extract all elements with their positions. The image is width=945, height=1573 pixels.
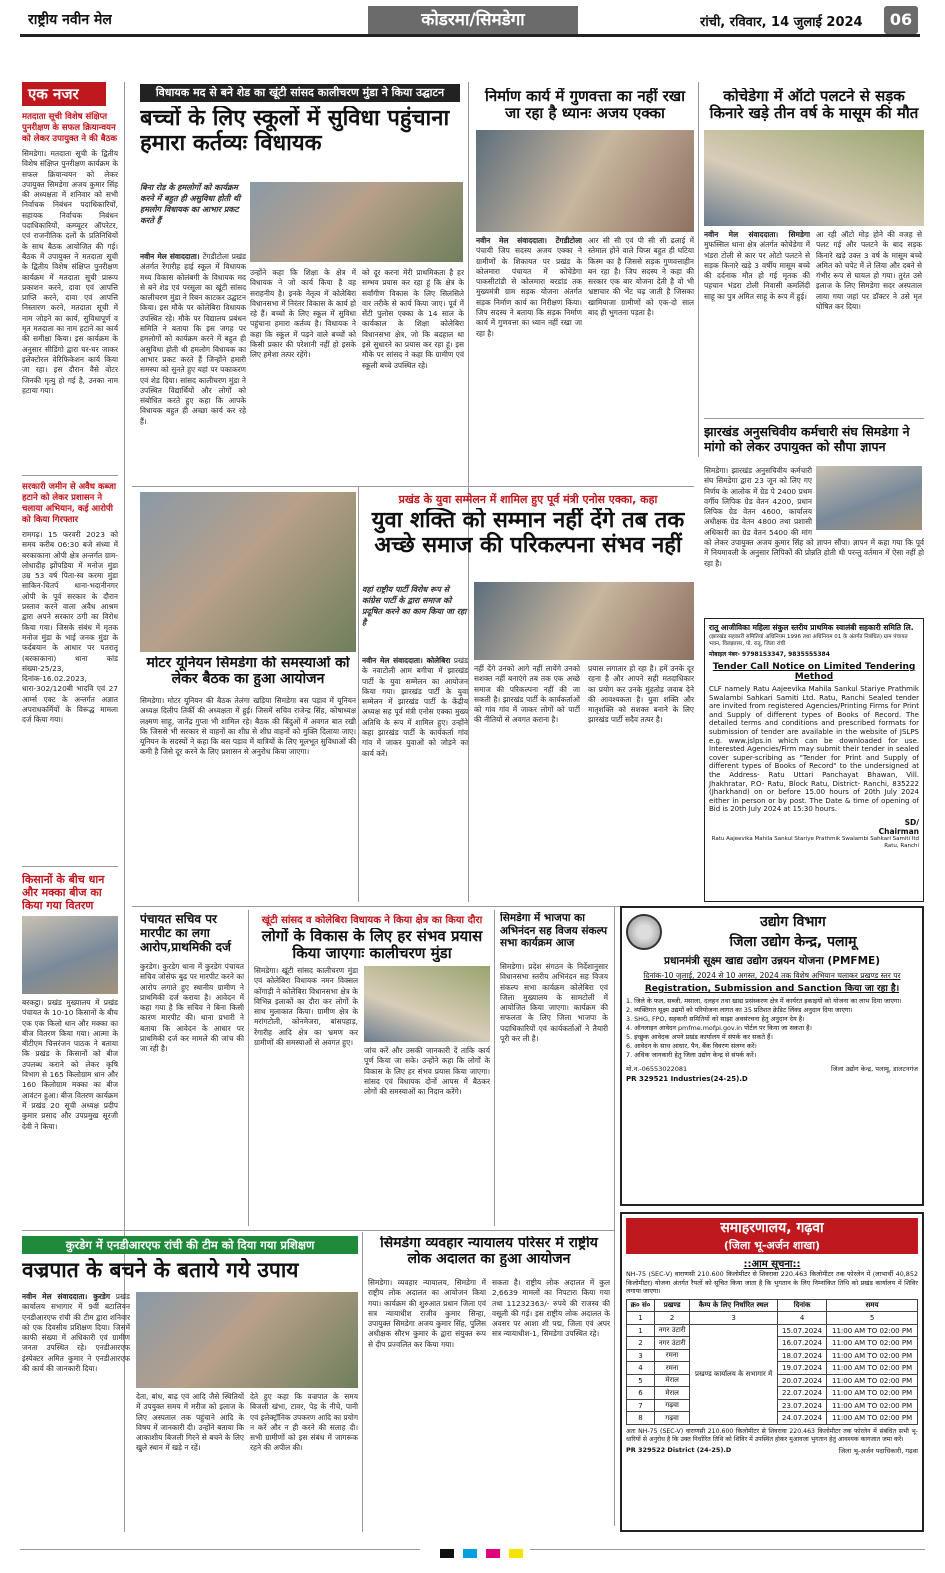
table-header-row <box>627 1299 918 1312</box>
story10-body-col1 <box>22 1292 130 1530</box>
table-header-cell: दिनांक <box>778 1299 827 1312</box>
ad3-pr: PR 329522 District (24-25).D <box>626 1446 732 1455</box>
table-cell: प्रखण्ड कार्यालय के सभागार में <box>690 1324 778 1424</box>
ad2-point: 3. SHG, FPO, सहकारी समितियों को साझा अवसंरचना हेतु अनुदान देय है। <box>626 1015 805 1023</box>
story7-body: कुरडेग। कुरडेग थाना में कुरडेग पंचायत सचिव जोसेफ बुढ़ पर मारपीट करने का आरोप लगाते हुए स्थानीय ग्रामीण ने प्राथमिकी दर्ज कराया है। आवेदन में कहा गया है कि सचिव ने बिना किसी कारण मारपीट की। थाना प्रभारी ने बताया कि आवेदन के आधार पर प्राथमिकी दर्ज कर मामले की जांच की जा रही है। <box>140 962 244 1054</box>
column-separator <box>362 1232 363 1532</box>
ek-nazar-tag: एक नजर <box>22 82 106 106</box>
ad2-drive: दिनांक-10 जुलाई, 2024 से 10 अगस्त, 2024 तक विशेष अभियान चलाकर प्रखण्ड स्तर पर <box>643 971 901 980</box>
ad2-points <box>626 997 918 1060</box>
table-cell: गढ़वा <box>654 1412 689 1425</box>
story4-body <box>704 466 924 611</box>
ad1-title: Tender Call Notice on Limited Tendering Method <box>712 662 916 682</box>
ad2-point: 5. इच्छुक आवेदक अपने प्रखंड कार्यालय में संपर्क कर सकते हैं। <box>626 1033 773 1041</box>
road-construction-photo <box>476 130 694 232</box>
ad2-sign: जिला उद्योग केन्द्र, पलामू, डालटनगंज <box>830 1065 918 1073</box>
table-cell: 6 <box>627 1387 655 1400</box>
table-cell: 11:00 AM TO 02:00 PM <box>827 1362 918 1375</box>
table-subheader-row <box>627 1312 918 1325</box>
ad2-point: 7. अधिक जानकारी हेतु जिला उद्योग केन्द्र से संपर्क करें। <box>626 1051 757 1059</box>
story2-body-col1 <box>476 236 582 456</box>
black-swatch <box>440 1549 454 1558</box>
table-cell: 11:00 AM TO 02:00 PM <box>827 1324 918 1337</box>
table-header-cell: समय <box>827 1299 918 1312</box>
ad1-sign: SD/ <box>904 817 919 827</box>
story1-pullquote: बिना रोड के हमलोगों को कार्यक्रम करने में बहुत ही असुविधा होती थी हमलोग विधायक का आभार प्रकट करते हैं <box>140 183 241 225</box>
left-story1-headline: मतदाता सूची विशेष संक्षिप्त पुनरीक्षण के सफल क्रियान्वयन को लेकर उपायुक्त ने की बैठक <box>22 112 118 144</box>
story2-headline: निर्माण कार्य में गुणवत्ता का नहीं रखा जा रहा है ध्यानः अजय एक्का <box>484 88 686 122</box>
table-cell: नगर उंटारी <box>654 1324 689 1337</box>
ad2-point: 4. ऑनलाइन आवेदन pmfme.mofpi.gov.in पोर्टल पर किया जा सकता है। <box>626 1024 812 1032</box>
story1-headline: बच्चों के लिए स्कूलों में सुविधा पहुंचाना हमारा कर्तव्यः विधायक <box>140 106 450 156</box>
story7-headline: पंचायत सचिव पर मारपीट का लगा आरोप,प्राथमिकी दर्ज <box>140 912 231 954</box>
table-cell: 23.07.2024 <box>778 1399 827 1412</box>
table-cell: 5 <box>627 1374 655 1387</box>
story2-body2: आर सी सी एवं पी सी सी ढलाई में स्तेमाल होने वाले चिप्स बहुत ही घटिया किस्म का है जिससे सड़क गुणवत्ताहीन बन रहा है। जिप सदस्य ने कहा की सरकार एक बार योजना देती है वो भी भ्रष्टाचार की भेंट चढ़ जाती है जिसका खामियाजा ग्रामीणों को एक-दो साल बाद ही भुगतना पड़ता है। <box>588 236 694 318</box>
ad3-office: समाहरणालय, गढ़वा <box>626 1218 918 1238</box>
left-story1-body: सिमडेगा। मतदाता सूची के द्वितीय विशेष संक्षिप्त पुनरीक्षण कार्यक्रम के सफल क्रियान्वयन को लेकर उपायुक्त सिमडेगा अजय कुमार सिंह की अध्यक्षता में शनिवार को सभी निर्वाचक निबंधन पदाधिकारियों, सहायक निर्वाचक निबंधन पदाधिकारियों, कम्प्यूटर ऑपरेटर, एवं राजनीतिक दलों के प्रतिनिधियों के साथ बैठक आयोजित की गई। बैठक में उपायुक्त ने मतदाता सूची के द्वितीय विशेष संक्षिप्त पुनरीक्षण कार्यक्रम में मतदाता सूची प्रारूप प्रकाशन करने, दावा एवं आपत्ति प्राप्ति करने, दावा एवं आपत्ति निस्तारण करने, मतदाता सूची में नाम जोड़ने का कार्य, सुविधापूर्ण व मृत मतदाता का नाम हटाने का कार्य की समीक्षा किया। इस कार्यक्रम के अनुसार सीडिंगो द्वारा घर-घर जाकर इलेक्टोरल वेरिफिकेशन कार्य किया जा रहा। इस दौरान वैसे वोटर जिनकी मृत्यु हो गई है, उनका नाम हटाया गया। <box>22 149 118 395</box>
camp-schedule-table <box>626 1299 918 1425</box>
story11-body1: सिमडेगा। व्यवहार न्यायालय, सिमडेगा में राष्ट्रीय लोक अदालत का आयोजन किया गया। कार्यक्रम की शुरुआत प्रधान जिला एवं सत्र न्यायाधीश राजीव कुमार सिन्हा, उपायुक्त सिमडेगा अजय कुमार सिंह, पुलिस अधीक्षक सौरभ कुमार के द्वारा संयुक्त रूप से दीप प्रज्वलित कर किया गया। <box>368 1278 486 1349</box>
story1-body-col1 <box>140 252 246 480</box>
story9-headline: सिमडेगा में भाजपा का अभिनंदन सह विजय संकल्प सभा कार्यक्रम आज <box>500 912 608 949</box>
registration-marks <box>440 1544 527 1558</box>
story8-headline: लोगों के विकास के लिए हर संभव प्रयास किया जाएगाः कालीचरण मुंडा <box>261 928 483 962</box>
story11-headline: सिमडेगा व्यवहार न्यायालय परिसर में राष्ट्रीय लोक अदालत का हुआ आयोजन <box>380 1236 598 1267</box>
story8-body1: सिमडेगा। खूंटी सांसद कालीचरण मुंडा एवं कोलेबिरा विधायक नमन विक्सल कोंगाड़ी ने कोलेबिरा विधानसभा क्षेत्र के विभिन्न इलाकों का दौरा कर लोगों के साथ मुलाकात किया। ग्रामीण क्षेत्र के मरांगटोली, कोनमेजरा, बांसपहाड़, रेंगारीह आदि क्षेत्र का भ्रमण कर ग्रामीणों की समस्याओं से अवगत हुए। <box>254 966 358 1048</box>
divider <box>22 475 118 476</box>
table-cell: 11:00 AM TO 02:00 PM <box>827 1387 918 1400</box>
table-cell: 11:00 AM TO 02:00 PM <box>827 1349 918 1362</box>
left-story2-body: रामगढ़। 15 फरवरी 2023 को समय करीब 06:30 बजे संध्या में बरकाकाना ओपी क्षेत्र अन्तर्गत ग्राम-लोधादीह झोंपडिया में मनोज मुंडा उम्र 53 वर्ष पिता-स्व करमा मुंडा साकिन-चितर्प धाना-भदानीनगर ओपी के पूर्व सरकार के दौरान प्रस्ताव करने वाला अवैध आश्रम द्वारा अपने सरकार ठगी का विरोध किया गया। जिसके संबंध में मृतक मनोज मुंडा के भाई जनक मुंडा के फर्दबयान के आधार पर पतरातू (बरकाकाना) थाना कांड संख्या-25/23, दिनांक-16.02.2023, धारा-302/120बी भादवि एवं 27 आर्म्स एक्ट के अन्तर्गत अज्ञात अपराधकर्मियों के विरूद्ध मामला दर्ज किया गया। <box>22 530 118 725</box>
ad2-pr: PR 329521 Industries(24-25).D <box>626 1075 748 1083</box>
story4-headline: झारखंड अनुसचिवीय कर्मचारी संघ सिमडेगा ने मांगो को लेकर उपायुक्त को सौपा ज्ञापन <box>704 424 910 454</box>
pmfme-ad <box>620 906 924 1206</box>
table-cell: मेराल <box>654 1387 689 1400</box>
table-row <box>627 1324 918 1337</box>
story10-headline: वज्रपात के बचने के बताये गये उपाय <box>22 1258 299 1282</box>
table-cell: 24.07.2024 <box>778 1412 827 1425</box>
tender-notice-ad <box>704 618 924 902</box>
story1-kicker: विधायक मद से बने शेड का खूंटी सांसद कालीचरण मुंडा ने किया उद्घाटन <box>140 84 460 102</box>
table-cell: 8 <box>627 1412 655 1425</box>
story5-body2: नहीं देंगे उनको आगे नहीं लायेंगे उनको सशक्त नहीं बनाएंगे तब तक एक अच्छे समाज की परिकल्पना नहीं की जा सकती है। झारखंड पार्टी के कार्यकर्ताओं को गांव गांव में जाकर लोगों को पार्टी की नीतियों से अवगत कराना है। <box>474 664 580 725</box>
story10-byline: नवीन मेल संवाददाता। कुरडेग <box>22 1292 111 1301</box>
column-separator <box>698 82 699 457</box>
strip-line-right <box>530 1549 925 1550</box>
accident-photo <box>704 130 924 226</box>
page-number: 06 <box>884 6 918 34</box>
table-cell: 22.07.2024 <box>778 1387 827 1400</box>
table-cell: रमना <box>654 1349 689 1362</box>
ndrf-training-photo <box>136 1292 358 1388</box>
story3-body-col1 <box>704 230 810 412</box>
table-subheader-cell: 4 <box>778 1312 827 1325</box>
table-cell: 2 <box>627 1337 655 1350</box>
ad2-scheme: प्रधानमंत्री सूक्ष्म खाद्य उद्योग उन्नयन योजना (PMFME) <box>663 955 881 967</box>
table-cell: 18.07.2024 <box>778 1349 827 1362</box>
column-separator <box>248 910 249 1226</box>
column-separator <box>358 486 359 902</box>
mp-visit-photo <box>364 966 490 1042</box>
table-cell: 7 <box>627 1399 655 1412</box>
story6-body: सिमडेगा। मोटर यूनियन की बैठक तेलंगा खड़िया सिमडेगा बस पड़ाव में यूनियन अध्यक्ष दिलीप तिर्की की अध्यक्षता में हुई। जिसमें सचिव राजेन्द्र सिंह, कोषाध्यक्ष लक्ष्मण साहू, जानेंद्र गुप्ता भी शामिल रहे। बैठक की बिंदुओं में अवगत बात रखी कि जिससे भी सरकार से वाहनों का शीघ्र से शीघ्र वाहनों को मुक्ति दिलाया जाए। यूनियन के सदस्यों ने कहा कि बस पड़ाव में यात्रियों के लिए मूलभूत सुविधाओं की कमी है जिसे दूर करने के लिए प्रशासन से अनुरोध किया जाएगा। <box>140 696 356 757</box>
left-story3-headline: किसानों के बीच धान और मक्का बीज का किया गया वितरण <box>22 873 105 912</box>
story5-body3: प्रयास लगातार हो रहा है। हमें उनके दूर रहना है और आपने सही मतदाधिकार का प्रयोग कर उनके मुंहतोड़ जवाब देने की आवश्यकता है। युवा शक्ति और मातृशक्ति को सशक्त बनाने के लिए झारखंड पार्टी सदैव तत्पर है। <box>588 664 694 725</box>
cyan-swatch <box>463 1549 477 1558</box>
story3-headline: कोचेडेगा में ऑटो पलटने से सड़क किनारे खड़े तीन वर्ष के मासूम की मौत <box>709 88 919 122</box>
table-subheader-cell: 2 <box>654 1312 689 1325</box>
table-subheader-cell: 1 <box>627 1312 655 1325</box>
story1-body1: टेंगडीटोला प्रखंड अंतर्गत रेंगारीह हाई स्कूल में विधायक मध्य विकास कोलंबगी के विधायक मद से बने शेड एवं परसूला का खूंटी सांसद कालीचरण मुंडा ने रिबन काटकर उद्घाटन किया। इस मौके पर कोलेबिरा विधायक उपस्थित रहे। मौके पर विद्यालय प्रबंधन समिति ने बताया कि इस जगह पर हमलोगों को कार्यक्रम करने में बहुत ही असुविधा होती थी हमलोग विधायक का आभार प्रकट करते हैं जिन्होंने हमारी समस्या को सुनते हुए यहां पर पकाकरण एवं शेड दिया। सांसद कालीचरण मुंडा ने उपस्थित विद्यार्थियों और लोगों को संबोधित करते हुए कहा कि आपके विधायक बहुत ही अच्छा कार्य कर रहे हैं। <box>140 252 246 426</box>
story5-body1: प्रखंड के नवाटोली आम बगीचा में झारखंड पार्टी के युवा सम्मेलन का आयोजन किया गया। झारखंड पार्टी के युवा सम्मेलन में झारखंड पार्टी के केंद्रीय अध्यक्ष सह पूर्व मंत्री एनोस एक्का मुख्य अतिथि के रूप में शामिल हुए। उन्होंने कहा झारखंड पार्टी के कार्यकर्ता गांव गांव में जाकर युवाओं को जोड़ने का कार्य करें। <box>362 656 468 758</box>
ad2-office: जिला उद्योग केन्द्र, पलामू <box>729 934 857 950</box>
story1-body2: उन्होंने कहा कि शिक्षा के क्षेत्र में विधायक ने जो कार्य किया है वह सराहनीय है। इनके नेतृत्व में कोलेबिरा विधानसभा में निरंतर विकास के कार्य हो रहे हैं। बच्चों के लिए स्कूल में सुविधा पहुंचाना हमारा कर्तव्य है। विधायक ने कहा कि स्कूल में पढ़ने वाले बच्चों को किसी प्रकार की परेशानी नहीं हो इसके लिए हमेशा तत्पर रहेंगे। <box>250 268 356 360</box>
table-cell: रमना <box>654 1362 689 1375</box>
ad2-point: 1. जिले के फल, सब्जी, मसाला, दलहन तथा खाद्य प्रसंस्करण क्षेत्र में कार्यरत इकाइयों को योजना का लाभ दिया जाएगा। <box>626 997 902 1005</box>
ad1-sub: (झारखंड सहकारी समितियां अधिनियम 1996 तथा अधिनियम 01 के अंतर्गत निबंधित) ग्राम पंचायत भवन, विलझात्तर, पो. रातू, जिला रांची <box>709 634 908 647</box>
ad3-notice-title: ::आम सूचना:: <box>743 1259 801 1270</box>
ad2-point: 2. व्यक्तिगत सूक्ष्म उद्यमों को परियोजना लागत का 35 प्रतिशत क्रेडिट लिंक्ड अनुदान दिया जाएगा। <box>626 1006 853 1014</box>
photo-spacer <box>812 466 924 532</box>
ad1-sign-org: Ratu Aajeevika Mahila Sankul Stariye Prathmik Swalambi Sahkari Samiti ltd Ratu, Ranchi <box>711 835 919 849</box>
ad1-body: CLF namely Ratu Aajeevika Mahila Sankul Stariye Prathmik Swalambi Sahkari Samiti Ltd. Ratu, Ranchi Sealed tender are invited from registered Agencies/Printing Firms for Print and Supply of different types of Books of Record. The detailed terms and conditions and prescribed formats for submission of tender are available in the website of JSLPS e.g. www.jslps.in which can be downloaded for use. Interested Agencies/Firm may submit their tender in sealed cover super-scribing as "Tender for Print and Supply of different types of Books of Record" to the undersigned at the Address- Ratu Uttari Panchayat Bhawan, Vill. Jhakhratar, P.O- Ratu, Block Ratu, District- Ranchi, 835222 (Jharkhand) on or before 15.00 hours of 20th July 2024 either in person or by post. The Date & time of opening of Bid is 20th July 2024 at 15:30 hours. <box>709 685 919 814</box>
column-separator <box>614 906 615 1526</box>
story3-body2: आ रही ऑटो मोड़ होने की वजह से पलट गई और पलटने के बाद सड़क किनारे खड़े उक्त 3 वर्ष के मासूम बच्चे अमित को चपेट में ले लिया और दबने से गंभीर रूप से घायल हो गया। तुरंत उसे इलाज के लिए सिमडेगा सदर अस्पताल लाया गया जहां पर डॉक्टर ने उसे मृत घोषित कर दिया। <box>816 230 922 312</box>
story5-byline: नवीन मेल संवाददाता। कोलेबिरा <box>362 656 451 665</box>
table-cell: 4 <box>627 1362 655 1375</box>
seed-distribution-photo <box>22 916 118 994</box>
table-cell: 15.07.2024 <box>778 1324 827 1337</box>
story11-body2: सकता है। राष्ट्रीय लोक अदालत में कुल 2,6639 मामलों का निपटारा किया गया तथा 11232363/- रुपये की राजस्व की वसूली की गई। इस राष्ट्रीय लोक अदालत के अवसर पर आशा शी पद्म, जिला एवं अपर सत्र न्यायाधीश-1, सिमडेगा उपस्थित रहे। <box>492 1278 610 1339</box>
inauguration-photo <box>250 182 463 262</box>
story4-body-text: सिमडेगा। झारखंड अनुसचिवीय कर्मचारी संघ सिमडेगा द्वारा 23 जून को लिए गए निर्णय के आलोक में ग्रेड पे 2400 प्रथम वर्गीय लिपिक ग्रेड वेतन 4200, प्रधान लिपिक ग्रेड वेतन 4600, कार्यालय अधीक्षक ग्रेड वेतन 4800 तथा प्रशासी अधिकारी का ग्रेड वेतन 5400 की मांग को लेकर उपायुक्त अजय कुमार सिंह को ज्ञापन सौंपा। ज्ञापन में कहा गया कि पूर्व में नियमावली के अनुसार लिपिकों की प्रोन्नति होती थी परन्तु वर्तमान में ऐसा नहीं हो रहा है। <box>704 466 924 568</box>
story10-body2: देता, बांध, बाढ़ एवं आदि जैसे स्थितियों में उपयुक्त समय में मरीज को इलाज के लिए अस्पताल तक पहुंचाने आदि के विषय में जानकारी दी। उन्होंने बताया कि आकाशीय बिजली गिरने से बचने के लिए खुले स्थान में खड़े न रहें। <box>136 1392 244 1453</box>
ad1-org: रातू आजीविका महिला संकुल स्तरीय प्राथमिक स्वालंबी सहकारी समिति लि. <box>709 623 914 632</box>
story6-headline: मोटर यूनियन सिमडेगा की समस्याओं को लेकर बैठक का हुआ आयोजन <box>146 656 350 687</box>
yellow-swatch <box>509 1549 523 1558</box>
table-cell: 11:00 AM TO 02:00 PM <box>827 1399 918 1412</box>
header-rule <box>20 34 920 37</box>
ad2-contact: मो.न.-06553022081 <box>626 1065 688 1073</box>
table-cell: गढ़वा <box>654 1399 689 1412</box>
story1-byline: नवीन मेल संवाददाता। <box>140 252 200 261</box>
jharkhand-emblem-icon <box>626 914 662 950</box>
ad3-intro: NH-75 (SEC-V) वाराणसी 210.600 किलोमीटर से शिवरावा 220.463 किलोमीटर तक फोरलेन में (लाभार्थी 40,852 किलोमीटर) योजना अंतर्गत रैयतों को सूचित किया जाता है कि भुगतान के लिए निम्नांकित तिथि को प्रखंड कार्यालय में शिविर लगाया जाएगा। <box>626 1270 918 1296</box>
ad3-footer: अतः NH-75 (SEC-V) वाराणसी 210.600 किलोमीटर से शिवरावा 220.463 किलोमीटर तक फोरलेन में संबंधित सभी भू-धारियों से अनुरोध है कि उक्त निर्धारित तिथि को शिविर में उपस्थित होकर मुआवजा भुगतान हेतु आवश्यक कागजात जमा करें। <box>626 1427 918 1443</box>
divider <box>704 418 924 419</box>
story8-body2: जांच करें और उसकी जानकारी दें ताकि कार्य पूर्ण किया जा सके। उन्होंने कहा कि लोगों के विकास के लिए हर संभव प्रयास किया जाएगा। सांसद एवं विधायक दोनों आपस में बैठकर लोगों की समस्याओं का निदान करेंगे। <box>364 1046 490 1097</box>
youth-meeting-photo <box>140 492 356 652</box>
strip-line-left <box>20 1549 420 1550</box>
table-cell: 11:00 AM TO 02:00 PM <box>827 1412 918 1425</box>
table-cell: 1 <box>627 1324 655 1337</box>
table-cell: मेराल <box>654 1374 689 1387</box>
left-story2-headline: सरकारी जमीन से अवैध कब्जा हटाने को लेकर प्रशासन ने चलाया अभियान, कई आरोपी को किया गिरफ्तार <box>22 482 117 525</box>
story5-headline: युवा शक्ति को सम्मान नहीं देंगे तब तक अच्छे समाज की परिकल्पना संभव नहीं <box>371 508 685 558</box>
dateline: रांची, रविवार, 14 जुलाई 2024 <box>700 15 863 30</box>
table-subheader-cell: 5 <box>827 1312 918 1325</box>
divider <box>22 1230 614 1231</box>
story5-body-col1 <box>362 656 468 898</box>
story5-kicker: प्रखंड के युवा सम्मेलन में शामिल हुए पूर्व मंत्री एनोस एक्का, कहा <box>398 493 658 506</box>
ad3-sign: जिला भू-अर्जन पदाधिकारी, गढ़वा <box>838 1447 918 1456</box>
left-story3-body: बरकट्ठा। प्रखंड मुख्यालय में प्रखंड पंचायत के 10-10 किसानों के बीच एक एक किलो धान और मक्का का बीज वितरण किया गया। आत्मा के बीटीएम चित्तरंजन पाठक ने बताया कि प्रखंड के किसानों को बीज उपलब्ध कराने को लेकर कृषि विभाग से 165 किलोग्राम धान और 160 किलोग्राम मक्का का बीज आवंटन हुआ। बीज वितरण कार्यक्रम में प्रखंड 20 सूची अध्यक्ष प्रदीप कुमार प्रसाद और उपप्रमुख सूरजी देवी ने किया। <box>22 998 118 1131</box>
story3-body1: मुफस्सिल थाना क्षेत्र अंतर्गत कोचेडेगा में भंडरा टोली से कार पर ओटो पलटने से सड़क किनारे खड़े 3 वर्षीय मासूम बच्चे की दर्दनाक मौत हो गई मृतक की पहचान भंडरा टोली निवासी कमलिंदी साहू का पुत्र अमित साहू के रूप में हुई। <box>704 240 810 301</box>
crowd-photo <box>474 582 694 660</box>
masthead: राष्ट्रीय नवीन मेल <box>28 12 112 28</box>
divider <box>22 866 118 867</box>
section-tag: कोडरमा/सिमडेगा <box>368 6 578 34</box>
column-separator <box>494 910 495 1226</box>
table-cell: 19.07.2024 <box>778 1362 827 1375</box>
table-cell: 11:00 AM TO 02:00 PM <box>827 1374 918 1387</box>
magenta-swatch <box>486 1549 500 1558</box>
ad1-mobile: मोबाइल नंबर- 9798153347, 9835555384 <box>709 651 830 658</box>
table-cell: 11:00 AM TO 02:00 PM <box>827 1337 918 1350</box>
table-subheader-cell: 3 <box>690 1312 778 1325</box>
table-header-cell: प्रखण्ड <box>654 1299 689 1312</box>
table-cell: 16.07.2024 <box>778 1337 827 1350</box>
story3-byline: नवीन मेल संवाददाता। सिमडेगा <box>704 230 810 239</box>
table-header-cell: क्र० सं० <box>627 1299 655 1312</box>
table-cell: 20.07.2024 <box>778 1374 827 1387</box>
table-cell: नगर उंटारी <box>654 1337 689 1350</box>
story10-body3: देते हुए कहा कि वज्रपात के समय बिजली खंभा, टावर, पेड़ के नीचे, पानी एवं इलेक्ट्रॉनिक उपकरण आदि का प्रयोग न करें और न ही करने की सलाह दी। सभी ग्रामीणों को इस संबंध में जागरूक रहने की अपील की। <box>250 1392 358 1453</box>
ad2-drive2: Registration, Submission and Sanction किया जा रहा है। <box>644 984 900 994</box>
ad2-point: 6. आवेदन के साथ आधार, पैन, बैंक विवरण संलग्न करें। <box>626 1042 757 1050</box>
story1-body3: को दूर करना मेरी प्राथमिकता है हर सम्भव प्रयास कर रहा हूं कि क्षेत्र के सर्वांगीण विकास के लिए सिलसिले वार तरीके से कार्य किया जाए। पूर्व में सेंटी पुलोस एक्का के 14 साल के कार्यकाल के शिक्षा कोलेबिरा विधानसभा क्षेत्र, जो कि बदहाल था इसे सुधारने का प्रयास कर रहा हूं। इस मौके पर सांसद ने कहा कि ग्रामीण एवं स्कूली बच्चे उपस्थित रहे। <box>362 268 464 370</box>
story10-kicker: कुरडेग में एनडीआरएफ रांची की टीम को दिया गया प्रशिक्षण <box>22 1236 358 1254</box>
ad3-branch: (जिला भू-अर्जन शाखा) <box>626 1238 918 1254</box>
ad2-dept: उद्योग विभाग <box>760 914 826 930</box>
story2-byline: नवीन मेल संवाददाता। टेंगडीटोला <box>476 236 582 245</box>
table-header-cell: कैम्प के लिए निर्धारित स्थल <box>690 1299 778 1312</box>
story5-pullquote: वहां राष्ट्रीय पार्टी विरोध रूप से कांग्रेस पार्टी के द्वारा समाज को प्रदूषित करने का काम किया जा रहा है <box>362 585 467 627</box>
story8-kicker: खूंटी सांसद व कोलेबिरा विधायक ने किया क्षेत्र का किया दौरा <box>261 915 483 926</box>
ad1-sign-title: Chairman <box>878 826 919 836</box>
table-cell: 3 <box>627 1349 655 1362</box>
story2-body1: पंचायी जिप सदस्य अजय एक्का ने ग्रामीणों के शिकायत पर प्रखंड के कोलमारा पंचायत में कोचेडेगा पाकसीटांडी से कोलमारा बरडांड तक मुख्यमंत्री ग्राम सड़क योजना अंतर्गत सड़क निर्माण कार्य का निरीक्षण किया। जिप सदस्य ने बताया कि सड़क निर्माण कार्य में गुणवत्ता का ध्यान नहीं रखा जा रहा है। <box>476 246 582 338</box>
color-registration-strip <box>20 1540 925 1558</box>
story10-body1: प्रखंड कार्यालय सभागार में 9वीं बटालियन एनडीआरएफ रांची की टीम द्वारा शनिवार को एक दिवसीय प्रशिक्षण दिया। जिसमें काफी संख्या में अधिकारी एवं ग्रामीण जनता उपस्थित रहे। एनडीआरएफ इंस्पेक्टर अमित कुमार ने एनडीआरएफ की कार्य की जानकारी दिया। <box>22 1292 130 1374</box>
divider <box>132 486 694 487</box>
story9-body: सिमडेगा। प्रदेश संगठन के निर्देशानुसार विधानसभा स्तरीय अभिनंदन सह विजय संकल्प सभा कार्यक्रम कोलेबिरा एवं जिला मुख्यालय के सामटोली में आयोजित किया जाएगा। कार्यक्रम की सफलता के लिए जिला भाजपा के पदाधिकारियों एवं कार्यकर्ताओं ने तैयारी पूरी कर ली है। <box>500 962 608 1044</box>
garhwa-notice-ad <box>620 1212 924 1532</box>
